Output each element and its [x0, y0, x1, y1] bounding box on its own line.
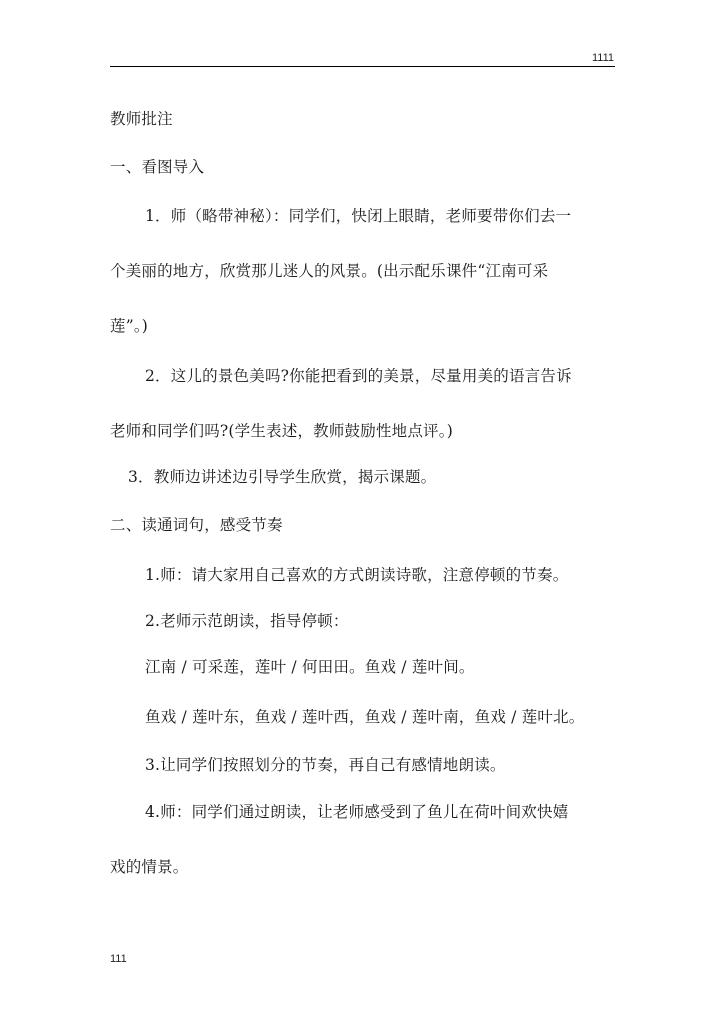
paragraph-6: 3.让同学们按照划分的节奏，再自己有感情地朗读。 [145, 756, 506, 774]
paragraph-7-line-2: 戏的情景。 [110, 858, 189, 876]
header-page-number: 1111 [591, 52, 614, 64]
heading-teacher-notes: 教师批注 [110, 110, 173, 128]
section-heading-1: 一、看图导入 [110, 158, 205, 176]
header-divider [110, 66, 615, 67]
footer-page-number: 111 [110, 953, 127, 965]
paragraph-2-line-1: 2．这儿的景色美吗?你能把看到的美景，尽量用美的语言告诉 [145, 367, 572, 385]
paragraph-1-line-1: 1．师（略带神秘）：同学们，快闭上眼睛，老师要带你们去一 [145, 207, 572, 225]
paragraph-7-line-1: 4.师：同学们通过朗读，让老师感受到了鱼儿在荷叶间欢快嬉 [145, 803, 569, 821]
paragraph-1-line-2: 个美丽的地方，欣赏那儿迷人的风景。(出示配乐课件“江南可采 [110, 262, 549, 280]
paragraph-1-line-3: 莲”。) [110, 317, 149, 335]
paragraph-3: 3．教师边讲述边引导学生欣赏，揭示课题。 [128, 468, 437, 486]
paragraph-5: 2.老师示范朗读，指导停顿： [145, 612, 349, 630]
poem-line-2: 鱼戏 / 莲叶东，鱼戏 / 莲叶西，鱼戏 / 莲叶南，鱼戏 / 莲叶北。 [145, 708, 585, 726]
paragraph-4: 1.师：请大家用自己喜欢的方式朗读诗歌，注意停顿的节奏。 [145, 566, 569, 584]
section-heading-2: 二、读通词句，感受节奏 [110, 516, 283, 534]
poem-line-1: 江南 / 可采莲，莲叶 / 何田田。鱼戏 / 莲叶间。 [145, 658, 475, 676]
paragraph-2-line-2: 老师和同学们吗?(学生表述，教师鼓励性地点评。) [110, 422, 453, 440]
